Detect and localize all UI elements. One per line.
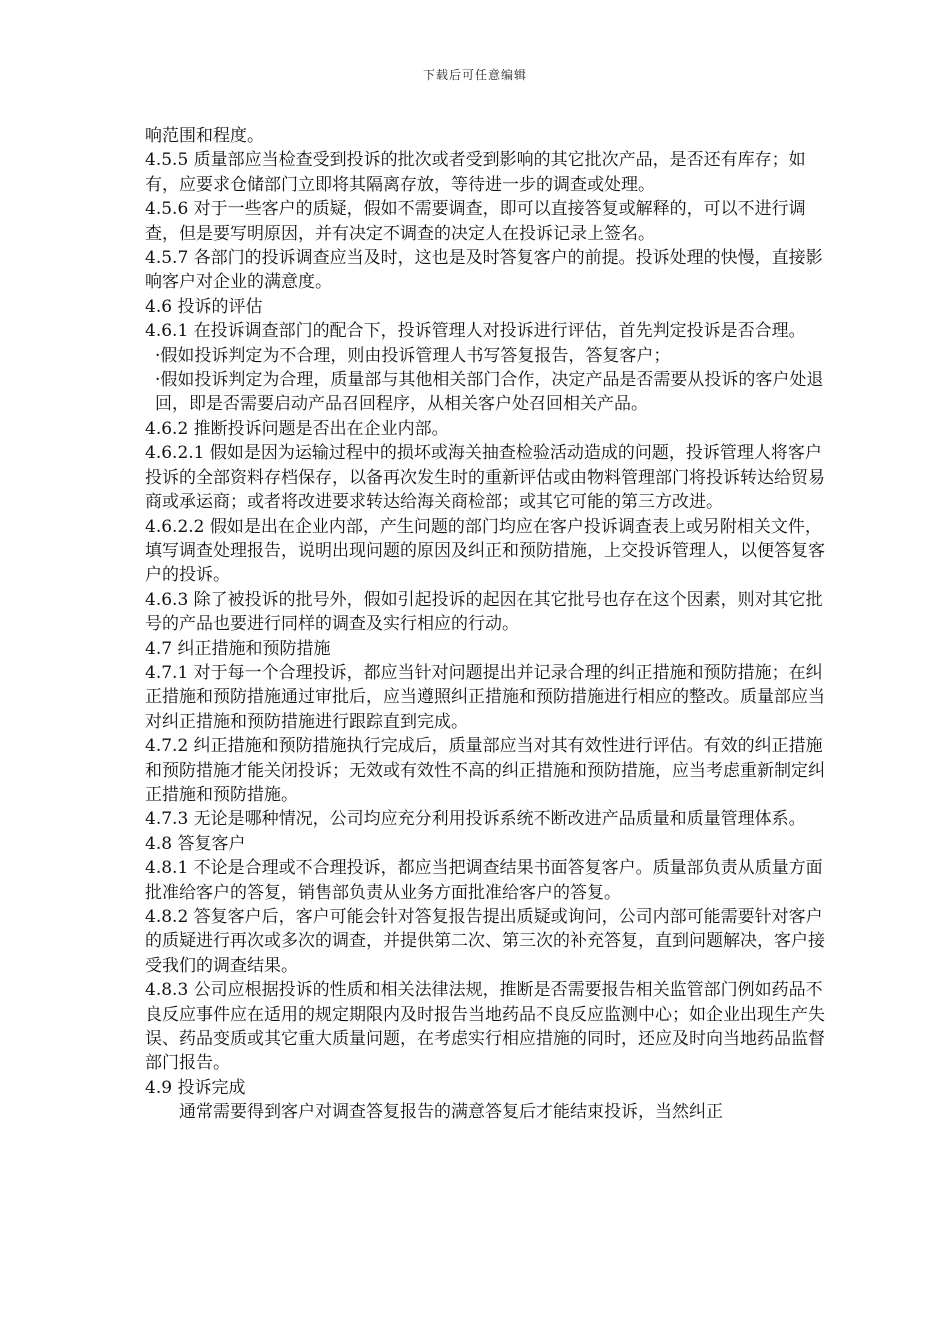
paragraph: 4.7.3 无论是哪种情况，公司均应充分利用投诉系统不断改进产品质量和质量管理体系。 (145, 809, 806, 830)
paragraph: 响范围和程度。 (145, 126, 264, 146)
paragraph: 4.8.2 答复客户后，客户可能会针对答复报告提出质疑或询问，公司内部可能需要针对客户的质疑进行再次或多次的调查，并提供第二次、第三次的补充答复，直到问题解决，客户接受我们的调查结果。 (145, 907, 825, 976)
paragraph: 4.6.2.2 假如是出在企业内部，产生问题的部门均应在客户投诉调查表上或另附相关文件，填写调查处理报告，说明出现问题的原因及纠正和预防措施，上交投诉管理人，以便答复客户的投诉。 (145, 516, 825, 586)
paragraph: 4.5.6 对于一些客户的质疑，假如不需要调查，即可以直接答复或解释的，可以不进行调查，但是要写明原因，并有决定不调查的决定人在投诉记录上签名。 (145, 199, 806, 244)
paragraph: 4.6.2 推断投诉问题是否出在企业内部。 (145, 418, 449, 439)
bullet-item: ·假如投诉判定为合理，质量部与其他相关部门合作，决定产品是否需要从投诉的客户处退回，即是否需要启动产品召回程序，从相关客户处召回相关产品。 (155, 370, 824, 415)
page-header: 下载后可任意编辑 (422, 68, 527, 82)
paragraph: 4.6.3 除了被投诉的批号外，假如引起投诉的起因在其它批号也存在这个因素，则对其它批号的产品也要进行同样的调查及实行相应的行动。 (145, 589, 823, 635)
paragraph: 4.6.1 在投诉调查部门的配合下，投诉管理人对投诉进行评估，首先判定投诉是否合理。 (145, 321, 806, 342)
paragraph: 4.8.3 公司应根据投诉的性质和相关法律法规，推断是否需要报告相关监管部门例如药品不良反应事件应在适用的规定期限内及时报告当地药品不良反应监测中心；如企业出现生产失误、药品变质或其它重大质量问题，在考虑实行相应措施的同时，还应及时向当地药品监督部门报告。 (145, 980, 825, 1074)
paragraph: 4.6.2.1 假如是因为运输过程中的损坏或海关抽查检验活动造成的问题，投诉管理人将客户投诉的全部资料存档保存，以备再次发生时的重新评估或由物料管理部门将投诉转达给贸易商或承运商；或者将改进要求转达给海关商检部；或其它可能的第三方改进。 (145, 443, 825, 513)
paragraph: 4.5.5 质量部应当检查受到投诉的批次或者受到影响的其它批次产品，是否还有库存；如有，应要求仓储部门立即将其隔离存放，等待进一步的调查或处理。 (145, 150, 806, 195)
section-heading: 4.9 投诉完成 (145, 1077, 246, 1098)
section-heading: 4.7 纠正措施和预防措施 (145, 638, 331, 659)
paragraph: 4.8.1 不论是合理或不合理投诉，都应当把调查结果书面答复客户。质量部负责从质量方面批准给客户的答复，销售部负责从业务方面批准给客户的答复。 (145, 858, 823, 903)
paragraph: 4.5.7 各部门的投诉调查应当及时，这也是及时答复客户的前提。投诉处理的快慢，直接影响客户对企业的满意度。 (145, 248, 823, 293)
paragraph: 4.7.1 对于每一个合理投诉，都应当针对问题提出并记录合理的纠正措施和预防措施；在纠正措施和预防措施通过审批后，应当遵照纠正措施和预防措施进行相应的整改。质量部应当对纠正措施和预防措施进行跟踪直到完成。 (145, 662, 825, 732)
section-heading: 4.8 答复客户 (145, 833, 246, 854)
document-body (145, 124, 825, 1125)
section-heading: 4.6 投诉的评估 (145, 296, 263, 317)
paragraph: 4.7.2 纠正措施和预防措施执行完成后，质量部应当对其有效性进行评估。有效的纠正措施和预防措施才能关闭投诉；无效或有效性不高的纠正措施和预防措施，应当考虑重新制定纠正措施和预防措施。 (145, 736, 825, 805)
paragraph: 通常需要得到客户对调查答复报告的满意答复后才能结束投诉，当然纠正 (179, 1102, 723, 1123)
bullet-item: ·假如投诉判定为不合理，则由投诉管理人书写答复报告，答复客户； (155, 345, 671, 366)
